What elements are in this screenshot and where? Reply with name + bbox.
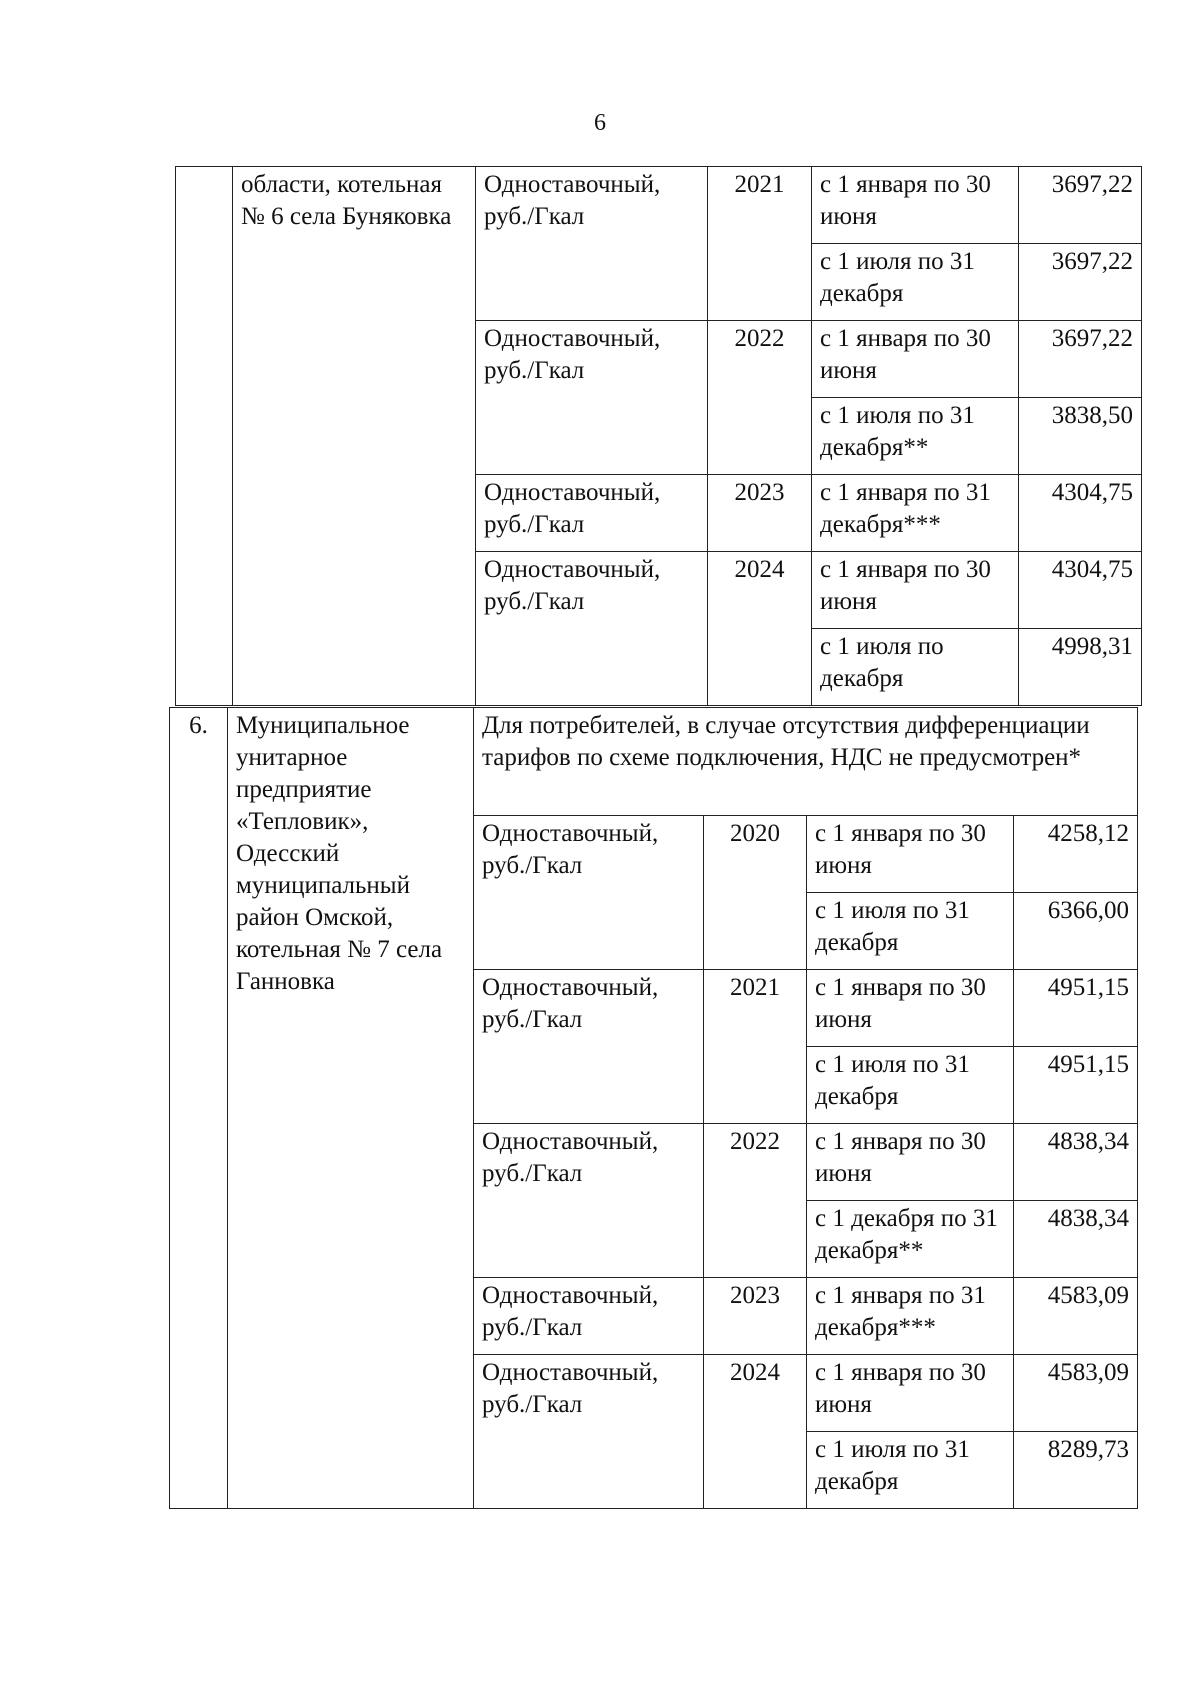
tariff-period: с 1 января по 30 июня [807,1124,1014,1201]
tariff-year: 2020 [704,816,807,970]
tariff-value: 4838,34 [1014,1124,1138,1201]
tariff-kind: Одноставочный, руб./Гкал [474,1278,704,1355]
tariff-year: 2021 [708,167,812,321]
tariff-period: с 1 июля по 31 декабря [807,1047,1014,1124]
organization-name: области, котельная № 6 села Буняковка [233,167,476,706]
tariff-year: 2023 [708,475,812,552]
table-row [176,167,1142,244]
tariff-value: 3697,22 [1019,244,1142,321]
tariff-period: с 1 января по 31 декабря*** [812,475,1019,552]
tariff-kind: Одноставочный, руб./Гкал [476,321,708,475]
tariff-value: 8289,73 [1014,1432,1138,1509]
tariff-year: 2022 [708,321,812,475]
tariff-period: с 1 января по 30 июня [812,321,1019,398]
consumer-group-header: Для потребителей, в случае отсутствия дифференциации тарифов по схеме подключения, НДС не предусмотрен* [474,708,1138,816]
tariff-period: с 1 января по 30 июня [807,816,1014,893]
tariff-value: 6366,00 [1014,893,1138,970]
tariff-year: 2023 [704,1278,807,1355]
tariff-year: 2022 [704,1124,807,1278]
tariff-kind: Одноставочный, руб./Гкал [474,970,704,1124]
tariff-value: 4998,31 [1019,629,1142,706]
tariff-value: 3838,50 [1019,398,1142,475]
tariff-value: 4258,12 [1014,816,1138,893]
tariff-kind: Одноставочный, руб./Гкал [476,552,708,706]
tariff-kind: Одноставочный, руб./Гкал [474,1124,704,1278]
row-number-cell [176,167,233,706]
tariff-kind: Одноставочный, руб./Гкал [474,1355,704,1509]
tariff-kind: Одноставочный, руб./Гкал [476,475,708,552]
tariff-period: с 1 июля по 31 декабря** [812,398,1019,475]
tariff-kind: Одноставочный, руб./Гкал [476,167,708,321]
tariff-value: 4838,34 [1014,1201,1138,1278]
tariff-value: 4304,75 [1019,552,1142,629]
tariff-value: 4304,75 [1019,475,1142,552]
tariff-table-continued [175,166,1142,706]
tariff-period: с 1 января по 30 июня [812,552,1019,629]
tariff-value: 3697,22 [1019,167,1142,244]
tariff-period: с 1 декабря по 31 декабря** [807,1201,1014,1278]
tariff-value: 4951,15 [1014,970,1138,1047]
tariff-period: с 1 января по 30 июня [807,970,1014,1047]
tariff-table-entry-6 [169,707,1138,1509]
tariff-period: с 1 января по 30 июня [812,167,1019,244]
organization-name: Муниципальное унитарное предприятие «Тепловик», Одесский муниципальный район Омской, котельная № 7 села Ганновка [228,708,474,1509]
tariff-period: с 1 января по 31 декабря*** [807,1278,1014,1355]
tariff-period: с 1 июля по 31 декабря [807,893,1014,970]
tariff-period: с 1 июля по 31 декабря [807,1432,1014,1509]
tariff-value: 3697,22 [1019,321,1142,398]
tariff-year: 2024 [708,552,812,706]
tariff-year: 2021 [704,970,807,1124]
tariff-period: с 1 июля по 31 декабря [812,244,1019,321]
tariff-year: 2024 [704,1355,807,1509]
tariff-kind: Одноставочный, руб./Гкал [474,816,704,970]
page-number: 6 [594,110,606,136]
tariff-value: 4951,15 [1014,1047,1138,1124]
tariff-value: 4583,09 [1014,1278,1138,1355]
row-number: 6. [170,708,228,1509]
table-row [170,708,1138,816]
tariff-value: 4583,09 [1014,1355,1138,1432]
tariff-period: с 1 июля по декабря [812,629,1019,706]
tariff-period: с 1 января по 30 июня [807,1355,1014,1432]
